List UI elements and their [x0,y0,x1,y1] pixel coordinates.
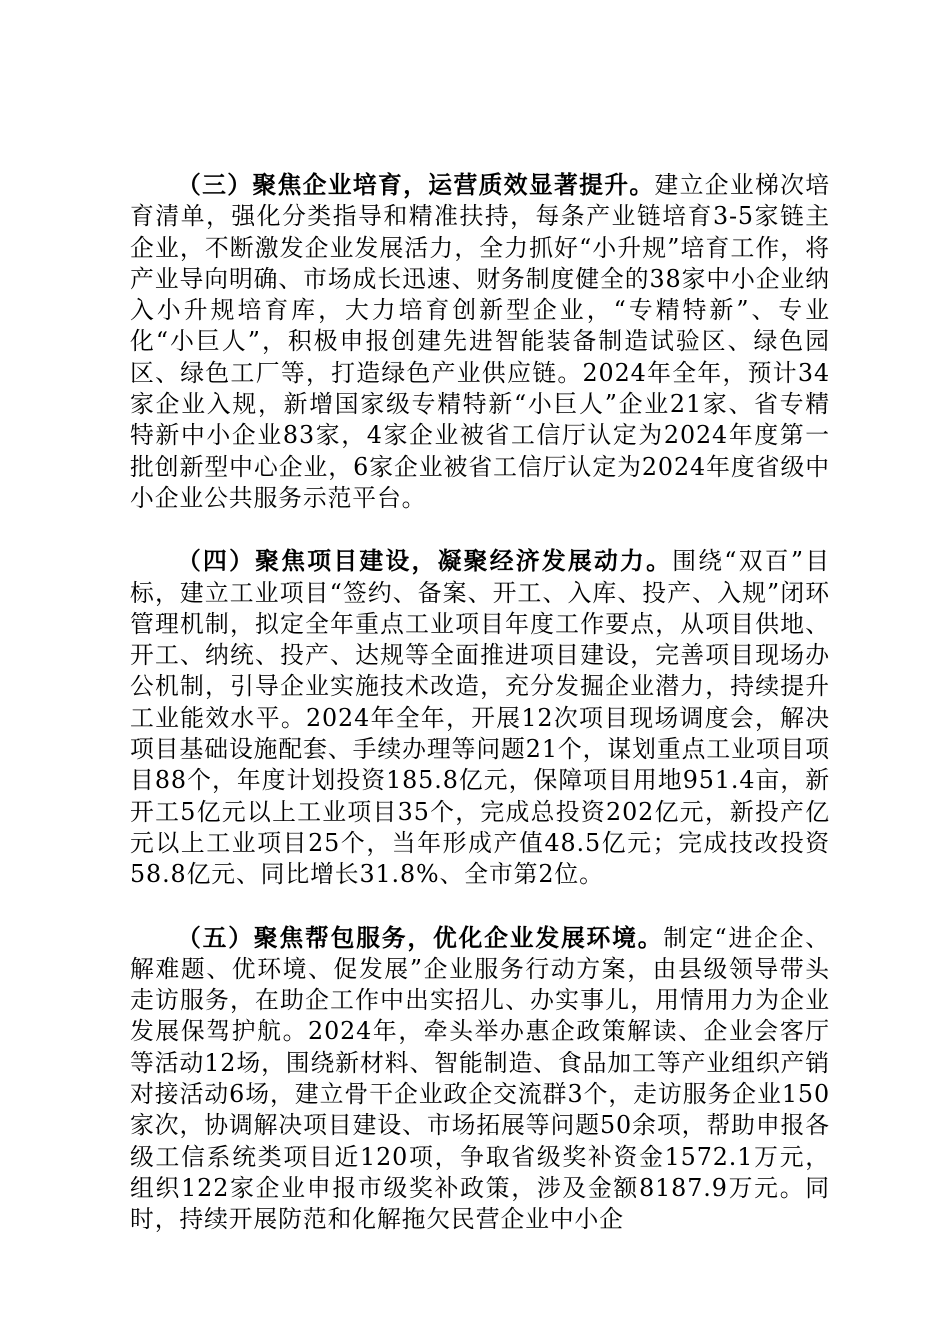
paragraph-heading: （三）聚焦企业培育，运营质效显著提升。 [177,171,655,199]
paragraph-body: 制定“进企企、解难题、优环境、促发展”企业服务行动方案，由县级领导带头走访服务，在助企工作中出实招儿、办实事儿，用情用力为企业发展保驾护航。2024年，牵头举办惠企政策解读、企业会客厅等活动12场，围绕新材料、智能制造、食品加工等产业组织产销对接活动6场，建立骨干企业政企交流群3个，走访服务企业150家次，协调解决项目建设、市场拓展等问题50余项，帮助申报各级工信系统类项目近120项，争取省级奖补资金1572.1万元，组织122家企业申报市级奖补政策，涉及金额8187.9万元。同时，持续开展防范和化解拖欠民营企业中小企 [130,923,830,1234]
paragraph-heading: （五）聚焦帮包服务，优化企业发展环境。 [177,923,664,952]
paragraph-project-construction [130,546,830,890]
paragraph-heading: （四）聚焦项目建设，凝聚经济发展动力。 [177,547,673,576]
paragraph-body: 建立企业梯次培育清单，强化分类指导和精准扶持，每条产业链培育3-5家链主企业，不断激发企业发展活力，全力抓好“小升规”培育工作，将产业导向明确、市场成长迅速、财务制度健全的38家中小企业纳入小升规培育库，大力培育创新型企业，“专精特新”、专业化“小巨人”，积极申报创建先进智能装备制造试验区、绿色园区、绿色工厂等，打造绿色产业供应链。2024年全年，预计34家企业入规，新增国家级专精特新“小巨人”企业21家、省专精特新中小企业83家，4家企业被省工信厅认定为2024年度第一批创新型中心企业，6家企业被省工信厅认定为2024年度省级中小企业公共服务示范平台。 [130,171,830,512]
paragraph-enterprise-cultivation [130,170,830,514]
paragraph-body: 围绕“双百”目标，建立工业项目“签约、备案、开工、入库、投产、入规”闭环管理机制，拟定全年重点工业项目年度工作要点，从项目供地、开工、纳统、投产、达规等全面推进项目建设，完善项目现场办公机制，引导企业实施技术改造，充分发掘企业潜力，持续提升工业能效水平。2024年全年，开展12次项目现场调度会，解决项目基础设施配套、手续办理等问题21个，谋划重点工业项目项目88个，年度计划投资185.8亿元，保障项目用地951.4亩，新开工5亿元以上工业项目35个，完成总投资202亿元，新投产亿元以上工业项目25个，当年形成产值48.5亿元；完成技改投资58.8亿元、同比增长31.8%、全市第2位。 [130,547,830,889]
document-page [130,170,830,1268]
paragraph-enterprise-service [130,923,830,1236]
